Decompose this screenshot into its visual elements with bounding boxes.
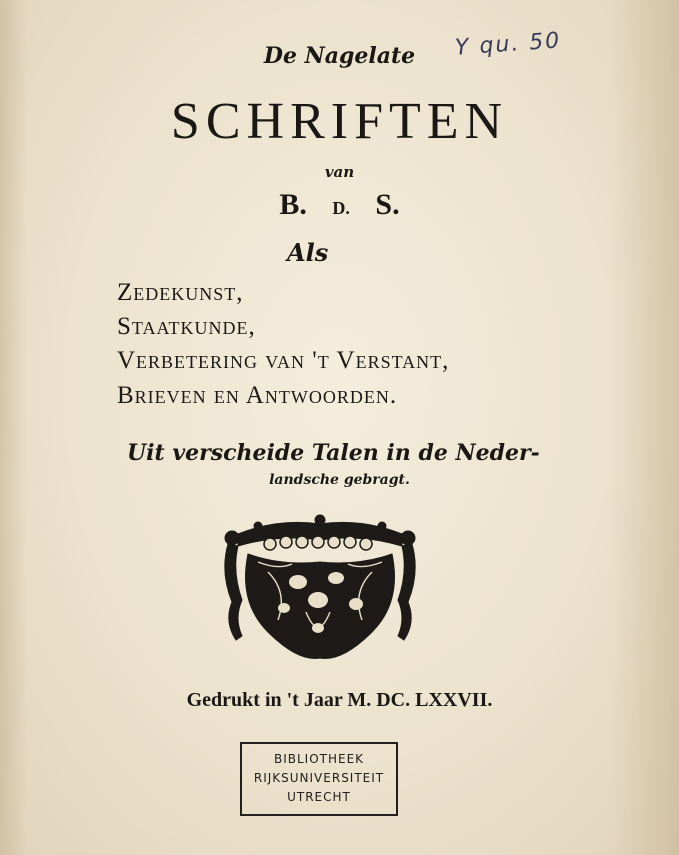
- work-item-staatkunde: Staatkunde,: [117, 313, 256, 340]
- printer-ornament-fruit-basket-icon: [218, 512, 422, 664]
- imprint-line: Gedrukt in 't Jaar M. DC. LXXVII.: [186, 689, 493, 711]
- stamp-line-3: UTRECHT: [287, 790, 351, 804]
- page-title: SCHRIFTEN: [170, 93, 509, 150]
- author-initial-d: D.: [332, 198, 350, 218]
- stamp-line-1: BIBLIOTHEEK: [273, 752, 365, 766]
- als-heading: Als: [287, 238, 329, 267]
- subtitle-line-2: landsche gebragt.: [269, 472, 410, 488]
- work-item-zedekunst: Zedekunst,: [117, 279, 244, 306]
- library-stamp: [240, 742, 398, 816]
- title-prefix: De Nagelate: [263, 43, 416, 69]
- subtitle-line-1: Uit verscheide Talen in de Neder-: [127, 440, 540, 466]
- author-initial-b: B.: [279, 188, 307, 221]
- shelfmark-annotation: Y qu. 50: [454, 28, 563, 61]
- author-initial-s: S.: [375, 188, 400, 221]
- work-item-verbetering: Verbetering van 't Verstant,: [117, 347, 450, 374]
- author-initials: [0, 188, 679, 222]
- stamp-line-2: RIJKSUNIVERSITEIT: [253, 771, 385, 785]
- title-van: van: [324, 163, 355, 181]
- work-item-brieven: Brieven en Antwoorden.: [117, 382, 398, 409]
